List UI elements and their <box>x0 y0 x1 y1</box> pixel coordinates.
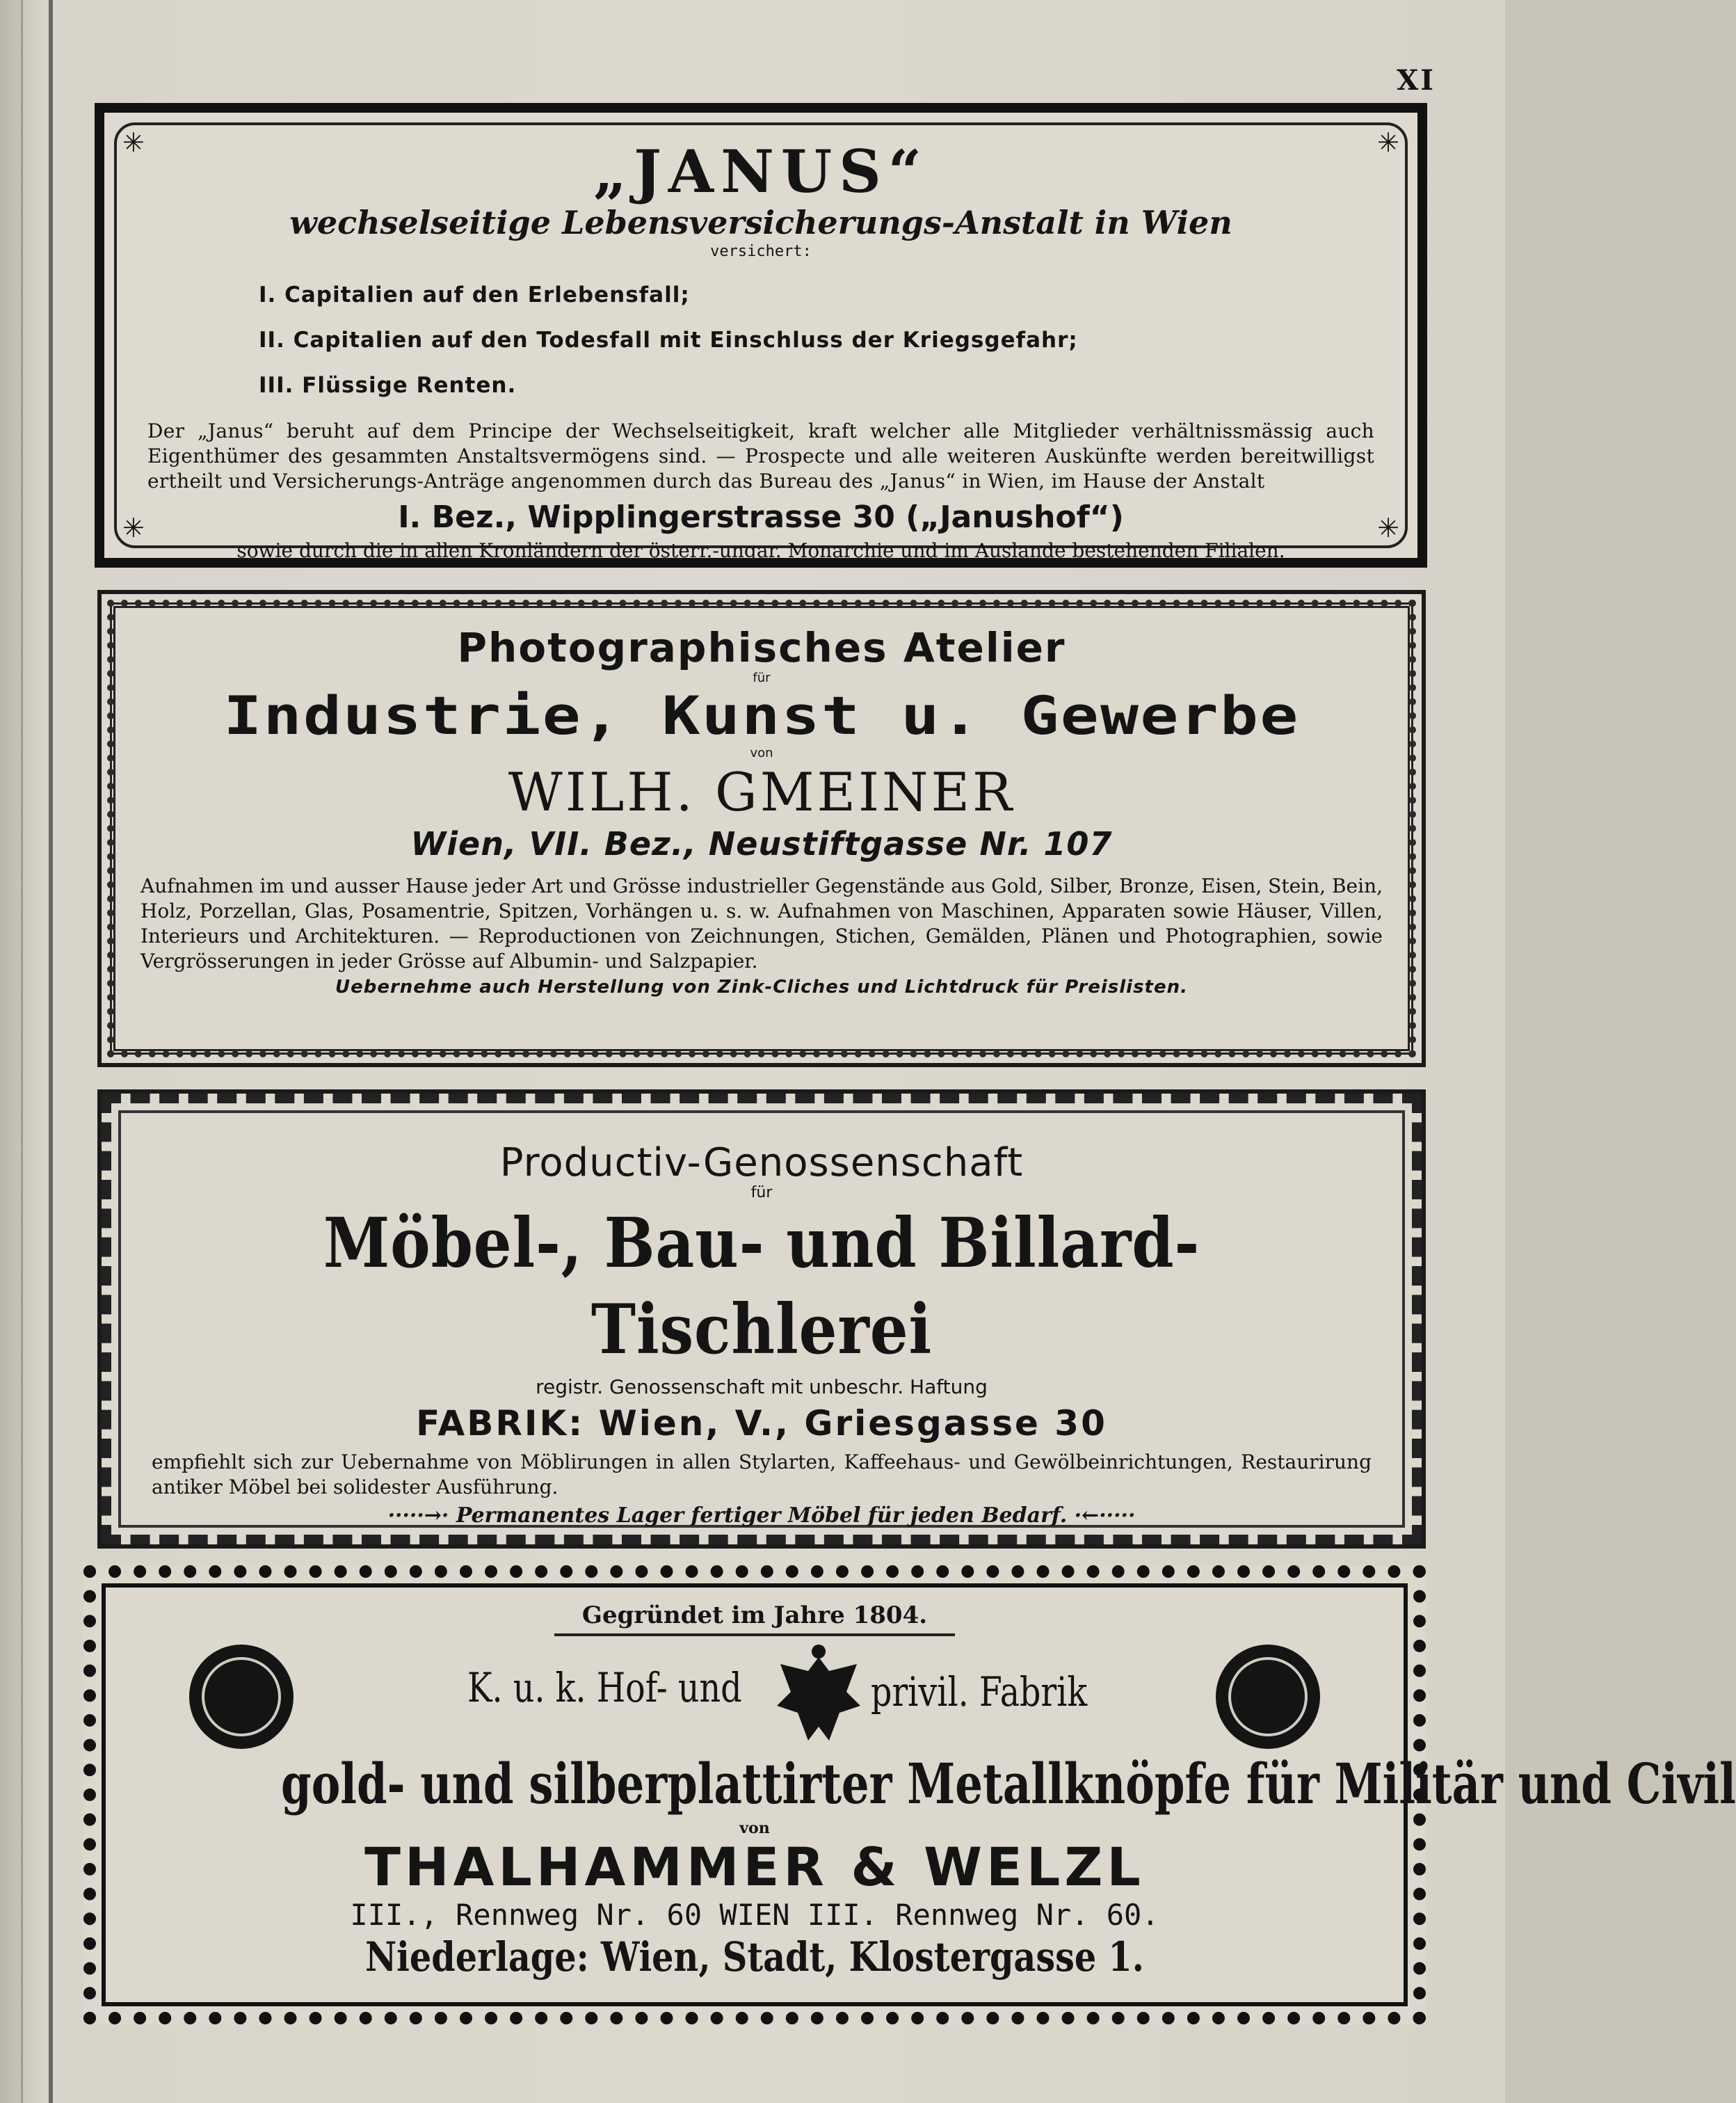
tischlerei-footer: Permanentes Lager fertiger Möbel für jeden Bedarf. <box>456 1503 1068 1528</box>
ornament-star-icon: ✳ <box>122 513 145 543</box>
photo-inner-frame <box>110 602 1413 1055</box>
thalhammer-main-heading: gold- und silberplattirter Metallknöpfe für Militär und Civil <box>281 1751 1736 1816</box>
photo-address: Wien, VII. Bez., Neustiftgasse Nr. 107 <box>410 825 1113 863</box>
thalhammer-founded: Gegründet im Jahre 1804. <box>554 1600 955 1636</box>
tischlerei-inner-frame <box>118 1110 1405 1528</box>
janus-inner-frame <box>114 122 1408 562</box>
ornament-star-icon: ✳ <box>122 127 145 158</box>
photo-subject: Industrie, Kunst u. Gewerbe <box>223 685 1300 746</box>
thalhammer-emblem-row <box>147 1643 1362 1748</box>
coat-of-arms-medal-icon <box>1216 1645 1320 1749</box>
tischlerei-factory-address: FABRIK: Wien, V., Griesgasse 30 <box>416 1403 1107 1444</box>
janus-item: I. Capitalien auf den Erlebensfall; <box>259 282 690 307</box>
tischlerei-advertisement <box>97 1089 1426 1549</box>
janus-advertisement <box>95 103 1427 568</box>
thalhammer-inner-frame <box>102 1583 1736 2006</box>
janus-footer: sowie durch die in allen Kronländern der österr.-ungar. Monarchie und im Auslande bestehenden Filialen. <box>236 539 1285 562</box>
janus-subtitle: wechselseitige Lebensversicherungs-Anstalt in Wien <box>289 204 1232 241</box>
tischlerei-title: Productiv-Genossenschaft <box>499 1140 1024 1185</box>
janus-title: „JANUS“ <box>593 137 929 206</box>
janus-item: II. Capitalien auf den Todesfall mit Einschluss der Kriegsgefahr; <box>259 328 1078 353</box>
photo-body-text: Aufnahmen im und ausser Hause jeder Art und Grösse industrieller Gegenstände aus Gold, Silber, Bronze, Eisen, Stein, Bein, Holz, Porzellan, Glas, Posamentrie, Spitzen, Vorhängen u. s. w. Aufnahmen von Maschinen, Apparaten sowie Häuser, Villen, Interieurs und Architekturen. — Reproductionen von Zeichnungen, Stichen, Gemälden, Plänen und Photographien, sowie Vergrösserungen in jeder Grösse auf Albumin- und Salzpapier. <box>140 874 1383 973</box>
photo-von: von <box>750 746 773 760</box>
page-edge-shadow <box>21 0 23 2103</box>
tischlerei-footer-line <box>152 1500 1372 1532</box>
tischlerei-main-heading: Möbel-, Bau- und Billard-Tischlerei <box>323 1204 1200 1370</box>
thalhammer-fabrik: privil. Fabrik <box>871 1668 1088 1716</box>
photo-fuer: für <box>753 671 771 685</box>
ornament-star-icon: ✳ <box>1377 513 1399 543</box>
double-eagle-icon <box>773 1643 864 1748</box>
thalhammer-hof: K. u. k. Hof- und <box>467 1664 742 1711</box>
janus-address: I. Bez., Wipplingerstrasse 30 („Janushof“) <box>398 499 1124 535</box>
binding-line <box>49 0 53 2103</box>
page-number: XI <box>1397 64 1436 97</box>
portrait-medal-icon <box>189 1645 294 1749</box>
tischlerei-legal-form: registr. Genossenschaft mit unbeschr. Haftung <box>536 1375 988 1398</box>
thalhammer-von: von <box>739 1819 770 1837</box>
janus-body-text: Der „Janus“ beruht auf dem Principe der Wechselseitigkeit, kraft welcher alle Mitglieder verhältnissmässig auch Eigenthümer des gesammten Anstaltsvermögens sind. — Prospecte und alle weiteren Auskünfte werden bereitwilligst ertheilt und Versicherungs-Anträge angenommen durch das Bureau des „Janus“ in Wien, im Hause der Anstalt <box>147 419 1374 493</box>
janus-insures-label: versichert: <box>710 243 812 260</box>
arrow-left-icon: ·←····· <box>1074 1503 1136 1528</box>
thalhammer-depot: Niederlage: Wien, Stadt, Klostergasse 1. <box>365 1933 1144 1981</box>
tischlerei-body-text: empfiehlt sich zur Uebernahme von Möblirungen in allen Stylarten, Kaffeehaus- und Gewölbeinrichtungen, Restaurirung antiker Möbel bei solidester Ausführung. <box>152 1450 1372 1498</box>
photo-footer: Uebernehme auch Herstellung von Zink-Cliches und Lichtdruck für Preislisten. <box>335 977 1188 998</box>
photo-owner-name: WILH. GMEINER <box>508 761 1015 823</box>
thalhammer-firm-name: THALHAMMER & WELZL <box>364 1836 1145 1898</box>
photo-atelier-advertisement <box>97 590 1426 1067</box>
ornament-star-icon: ✳ <box>1377 127 1399 158</box>
tischlerei-fuer: für <box>750 1184 773 1201</box>
thalhammer-address: III., Rennweg Nr. 60 WIEN III. Rennweg Nr. 60. <box>350 1898 1159 1932</box>
arrow-right-icon: ·····→· <box>387 1503 449 1528</box>
janus-item: III. Flüssige Renten. <box>259 373 517 398</box>
photo-title: Photographisches Atelier <box>457 624 1066 671</box>
thalhammer-founded-wrap <box>147 1600 1362 1636</box>
janus-items-list <box>147 283 1374 397</box>
thalhammer-advertisement <box>83 1565 1736 2024</box>
